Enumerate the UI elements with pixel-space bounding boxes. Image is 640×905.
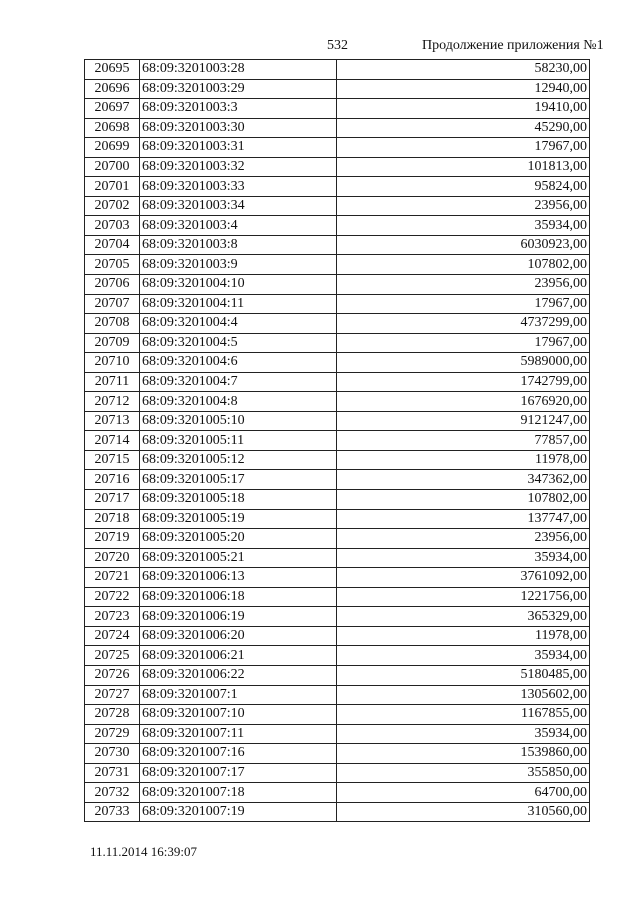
row-number-cell: 20712 — [85, 392, 140, 412]
table-row — [85, 235, 590, 255]
continuation-label: Продолжение приложения №1 — [422, 38, 604, 53]
cadastral-value-cell: 5989000,00 — [337, 353, 590, 373]
table-row — [85, 314, 590, 334]
cadastral-value-cell: 12940,00 — [337, 79, 590, 99]
table-row — [85, 509, 590, 529]
row-number-cell: 20702 — [85, 196, 140, 216]
cadastral-value-cell: 4737299,00 — [337, 314, 590, 334]
cadastral-number-cell: 68:09:3201004:8 — [140, 392, 337, 412]
table-row — [85, 744, 590, 764]
row-number-cell: 20718 — [85, 509, 140, 529]
cadastral-value-cell: 11978,00 — [337, 626, 590, 646]
cadastral-value-cell: 95824,00 — [337, 177, 590, 197]
row-number-cell: 20722 — [85, 587, 140, 607]
table-row — [85, 255, 590, 275]
cadastral-value-cell: 35934,00 — [337, 216, 590, 236]
cadastral-number-cell: 68:09:3201003:34 — [140, 196, 337, 216]
cadastral-number-cell: 68:09:3201003:32 — [140, 157, 337, 177]
row-number-cell: 20711 — [85, 372, 140, 392]
cadastral-number-cell: 68:09:3201006:19 — [140, 607, 337, 627]
table-row — [85, 490, 590, 510]
cadastral-value-cell: 9121247,00 — [337, 411, 590, 431]
table-row — [85, 450, 590, 470]
cadastral-number-cell: 68:09:3201003:28 — [140, 60, 337, 80]
cadastral-number-cell: 68:09:3201007:11 — [140, 724, 337, 744]
row-number-cell: 20726 — [85, 665, 140, 685]
cadastral-value-cell: 17967,00 — [337, 138, 590, 158]
row-number-cell: 20725 — [85, 646, 140, 666]
cadastral-number-cell: 68:09:3201007:10 — [140, 705, 337, 725]
cadastral-value-cell: 107802,00 — [337, 255, 590, 275]
cadastral-number-cell: 68:09:3201007:16 — [140, 744, 337, 764]
cadastral-value-cell: 23956,00 — [337, 196, 590, 216]
cadastral-value-cell: 23956,00 — [337, 529, 590, 549]
cadastral-value-cell: 1305602,00 — [337, 685, 590, 705]
print-timestamp: 11.11.2014 16:39:07 — [90, 844, 198, 859]
cadastral-number-cell: 68:09:3201003:31 — [140, 138, 337, 158]
table-row — [85, 294, 590, 314]
cadastral-number-cell: 68:09:3201005:17 — [140, 470, 337, 490]
cadastral-number-cell: 68:09:3201005:10 — [140, 411, 337, 431]
cadastral-number-cell: 68:09:3201005:20 — [140, 529, 337, 549]
table-row — [85, 157, 590, 177]
row-number-cell: 20696 — [85, 79, 140, 99]
table-row — [85, 99, 590, 119]
table-row — [85, 275, 590, 295]
cadastral-number-cell: 68:09:3201007:1 — [140, 685, 337, 705]
cadastral-value-cell: 1167855,00 — [337, 705, 590, 725]
row-number-cell: 20716 — [85, 470, 140, 490]
table-row — [85, 646, 590, 666]
table-row — [85, 470, 590, 490]
row-number-cell: 20733 — [85, 802, 140, 822]
cadastral-value-table — [84, 59, 590, 822]
cadastral-value-cell: 310560,00 — [337, 802, 590, 822]
row-number-cell: 20721 — [85, 568, 140, 588]
cadastral-number-cell: 68:09:3201003:30 — [140, 118, 337, 138]
table-row — [85, 431, 590, 451]
row-number-cell: 20708 — [85, 314, 140, 334]
cadastral-number-cell: 68:09:3201005:18 — [140, 490, 337, 510]
table-row — [85, 216, 590, 236]
row-number-cell: 20723 — [85, 607, 140, 627]
table-row — [85, 548, 590, 568]
cadastral-value-cell: 1539860,00 — [337, 744, 590, 764]
cadastral-value-cell: 35934,00 — [337, 548, 590, 568]
row-number-cell: 20695 — [85, 60, 140, 80]
row-number-cell: 20728 — [85, 705, 140, 725]
row-number-cell: 20717 — [85, 490, 140, 510]
table-row — [85, 138, 590, 158]
cadastral-value-cell: 17967,00 — [337, 333, 590, 353]
row-number-cell: 20719 — [85, 529, 140, 549]
cadastral-value-cell: 1221756,00 — [337, 587, 590, 607]
row-number-cell: 20730 — [85, 744, 140, 764]
cadastral-value-cell: 35934,00 — [337, 724, 590, 744]
table-row — [85, 568, 590, 588]
cadastral-value-cell: 3761092,00 — [337, 568, 590, 588]
row-number-cell: 20729 — [85, 724, 140, 744]
cadastral-number-cell: 68:09:3201007:17 — [140, 763, 337, 783]
table-row — [85, 79, 590, 99]
row-number-cell: 20715 — [85, 450, 140, 470]
cadastral-value-cell: 23956,00 — [337, 275, 590, 295]
cadastral-number-cell: 68:09:3201003:4 — [140, 216, 337, 236]
cadastral-value-cell: 58230,00 — [337, 60, 590, 80]
cadastral-value-cell: 347362,00 — [337, 470, 590, 490]
table-row — [85, 763, 590, 783]
row-number-cell: 20700 — [85, 157, 140, 177]
cadastral-value-cell: 137747,00 — [337, 509, 590, 529]
row-number-cell: 20732 — [85, 783, 140, 803]
cadastral-number-cell: 68:09:3201003:29 — [140, 79, 337, 99]
table-row — [85, 626, 590, 646]
page-number: 532 — [327, 38, 348, 53]
cadastral-number-cell: 68:09:3201006:21 — [140, 646, 337, 666]
cadastral-value-cell: 19410,00 — [337, 99, 590, 119]
table-row — [85, 392, 590, 412]
cadastral-value-cell: 45290,00 — [337, 118, 590, 138]
table-row — [85, 60, 590, 80]
cadastral-number-cell: 68:09:3201006:13 — [140, 568, 337, 588]
cadastral-number-cell: 68:09:3201004:11 — [140, 294, 337, 314]
cadastral-value-cell: 64700,00 — [337, 783, 590, 803]
table-row — [85, 705, 590, 725]
cadastral-value-cell: 5180485,00 — [337, 665, 590, 685]
cadastral-number-cell: 68:09:3201005:11 — [140, 431, 337, 451]
row-number-cell: 20704 — [85, 235, 140, 255]
cadastral-value-cell: 1742799,00 — [337, 372, 590, 392]
cadastral-number-cell: 68:09:3201004:5 — [140, 333, 337, 353]
row-number-cell: 20699 — [85, 138, 140, 158]
table-row — [85, 607, 590, 627]
cadastral-number-cell: 68:09:3201003:8 — [140, 235, 337, 255]
table-row — [85, 372, 590, 392]
row-number-cell: 20720 — [85, 548, 140, 568]
cadastral-number-cell: 68:09:3201003:33 — [140, 177, 337, 197]
table-row — [85, 783, 590, 803]
cadastral-number-cell: 68:09:3201006:20 — [140, 626, 337, 646]
cadastral-value-cell: 101813,00 — [337, 157, 590, 177]
table-row — [85, 177, 590, 197]
row-number-cell: 20727 — [85, 685, 140, 705]
row-number-cell: 20714 — [85, 431, 140, 451]
cadastral-value-cell: 107802,00 — [337, 490, 590, 510]
cadastral-value-cell: 11978,00 — [337, 450, 590, 470]
row-number-cell: 20709 — [85, 333, 140, 353]
cadastral-value-cell: 17967,00 — [337, 294, 590, 314]
cadastral-number-cell: 68:09:3201007:19 — [140, 802, 337, 822]
row-number-cell: 20705 — [85, 255, 140, 275]
table-body — [85, 60, 590, 822]
table-row — [85, 685, 590, 705]
cadastral-number-cell: 68:09:3201004:6 — [140, 353, 337, 373]
table-row — [85, 333, 590, 353]
cadastral-value-cell: 365329,00 — [337, 607, 590, 627]
table-row — [85, 118, 590, 138]
row-number-cell: 20701 — [85, 177, 140, 197]
row-number-cell: 20724 — [85, 626, 140, 646]
table-row — [85, 802, 590, 822]
cadastral-value-cell: 1676920,00 — [337, 392, 590, 412]
cadastral-value-cell: 6030923,00 — [337, 235, 590, 255]
cadastral-number-cell: 68:09:3201004:7 — [140, 372, 337, 392]
cadastral-number-cell: 68:09:3201006:18 — [140, 587, 337, 607]
cadastral-number-cell: 68:09:3201005:21 — [140, 548, 337, 568]
cadastral-number-cell: 68:09:3201003:3 — [140, 99, 337, 119]
row-number-cell: 20703 — [85, 216, 140, 236]
row-number-cell: 20698 — [85, 118, 140, 138]
table-row — [85, 665, 590, 685]
row-number-cell: 20713 — [85, 411, 140, 431]
row-number-cell: 20731 — [85, 763, 140, 783]
table-row — [85, 529, 590, 549]
cadastral-number-cell: 68:09:3201006:22 — [140, 665, 337, 685]
table-row — [85, 353, 590, 373]
row-number-cell: 20697 — [85, 99, 140, 119]
cadastral-value-cell: 355850,00 — [337, 763, 590, 783]
cadastral-value-cell: 35934,00 — [337, 646, 590, 666]
cadastral-number-cell: 68:09:3201004:10 — [140, 275, 337, 295]
cadastral-value-cell: 77857,00 — [337, 431, 590, 451]
cadastral-number-cell: 68:09:3201007:18 — [140, 783, 337, 803]
cadastral-number-cell: 68:09:3201003:9 — [140, 255, 337, 275]
cadastral-number-cell: 68:09:3201004:4 — [140, 314, 337, 334]
row-number-cell: 20707 — [85, 294, 140, 314]
table-row — [85, 196, 590, 216]
row-number-cell: 20706 — [85, 275, 140, 295]
cadastral-number-cell: 68:09:3201005:19 — [140, 509, 337, 529]
table-row — [85, 411, 590, 431]
cadastral-number-cell: 68:09:3201005:12 — [140, 450, 337, 470]
row-number-cell: 20710 — [85, 353, 140, 373]
table-row — [85, 724, 590, 744]
table-row — [85, 587, 590, 607]
